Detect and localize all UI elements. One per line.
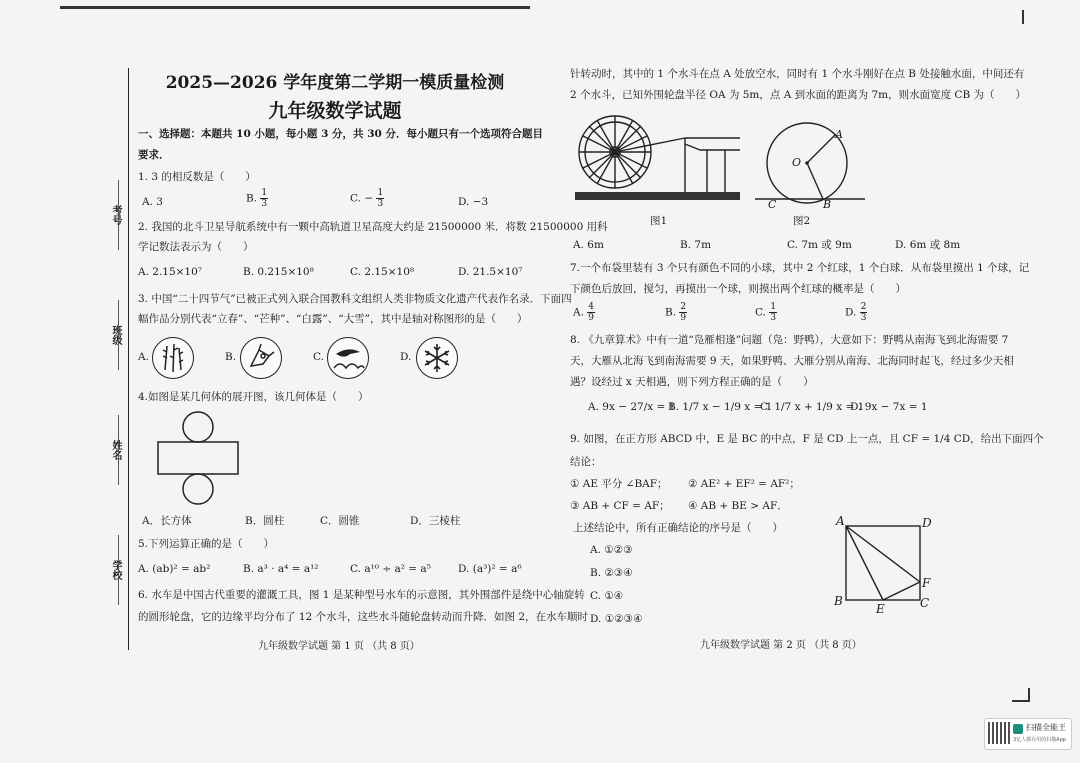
q9-conclusion-4: ④ AB + BE > AF． [688,500,788,512]
q4-option-d[interactable]: D．三棱柱 [410,515,461,527]
q7-option-a[interactable] [573,302,595,323]
q4-net-figure [150,410,250,505]
q8-option-d[interactable]: D. 9x − 7x = 1 [850,401,928,413]
q7-d-fraction: $\frac{2}{3}$ [860,302,867,323]
q8-stem-line3: 遇？设经过 x 天相遇，则下列方程正确的是（ ） [570,376,814,388]
fig2-label-a: A [835,128,843,141]
q4-option-c[interactable]: C．圆锥 [320,515,360,527]
q6-stem-line1: 6. 水车是中国古代重要的灌溉工具，图 1 是某种型号水车的示意图，其外围部件是绕中心轴旋转 [138,589,585,601]
circle-figure-2 [755,115,865,210]
q2-stem-cont: 学记数法表示为（ ） [138,241,254,253]
q7-stem-line2: 下颜色后放回，搅匀，再摸出一个球，则摸出两个红球的概率是（ ） [570,283,906,295]
scanner-badge [984,718,1072,750]
daxue-image [416,337,458,379]
q2-option-a[interactable]: A. 2.15×10⁷ [138,266,203,278]
scanner-badge-name: 扫描全能王 [1026,723,1066,732]
q2-option-b[interactable]: B. 0.215×10⁸ [243,266,314,278]
fig2-caption: 图2 [793,215,811,227]
q7-b-fraction: $\frac{2}{9}$ [680,302,687,323]
q6-option-d[interactable]: D. 6m 或 8m [895,239,961,251]
q1-option-b[interactable] [246,188,268,209]
square-label-b: B [834,594,843,608]
q1-c-label: C. − [350,192,374,205]
square-label-a: A [836,514,845,528]
q2-option-c[interactable]: C. 2.15×10⁸ [350,266,415,278]
q9-option-b[interactable]: B. ②③④ [590,567,633,579]
q4-stem: 4.如图是某几何体的展开图，该几何体是（ ） [138,391,369,403]
q9-option-a[interactable]: A. ①②③ [590,544,633,556]
section1-heading: 一、选择题：本题共 10 小题，每小题 3 分，共 30 分．每小题只有一个选项符合题目 [138,128,543,140]
q5-option-d[interactable]: D. (a³)² = a⁶ [458,563,522,575]
square-label-e: E [876,602,885,616]
q1-option-d[interactable]: D. −3 [458,196,489,208]
q2-option-d[interactable]: D. 21.5×10⁷ [458,266,523,278]
q9-option-c[interactable]: C. ①④ [590,590,624,602]
q1-b-label: B. [246,192,258,205]
q8-stem-line2: 天，大雁从北海飞到南海需要 9 天，如果野鸭、大雁分别从南海、北海同时起飞，经过多少天相 [570,355,1014,367]
side-label-name: 姓名 [110,440,121,460]
q4-option-a[interactable]: A．长方体 [142,515,192,527]
q9-stem-line2: 结论： [570,456,602,468]
lichun-image [152,337,194,379]
q8-option-c[interactable]: C. 1/7 x + 1/9 x = 1 [760,401,865,413]
q6-stem-line4: 2 个水斗，已知外围轮盘半径 OA 为 5m，点 A 到水面的距离为 7m，则水面宽度 CB 为（ ） [570,89,1027,101]
q8-option-a[interactable]: A. 9x − 27/x = 1 [588,401,676,413]
q7-option-c[interactable] [755,302,777,323]
side-underline-class [118,300,119,370]
q3-option-b[interactable]: B. [225,351,237,363]
waterwheel-figure-1 [575,110,745,210]
q9-conclusion-3: ③ AB + CF = AF； [570,500,670,512]
scanner-badge-sub: 3亿人都在用的扫描App [1013,737,1066,743]
scanner-logo-icon [1013,724,1023,734]
q6-stem-line3: 针转动时，其中的 1 个水斗在点 A 处放空水，同时有 1 个水斗刚好在点 B 处接触水面，中间还有 [570,68,1025,80]
q7-c-label: C. [755,306,766,319]
q9-conclusion-1: ① AE 平分 ∠BAF； [570,478,668,490]
q7-c-fraction: $\frac{1}{3}$ [770,302,777,323]
q3-option-c[interactable]: C. [313,351,324,363]
square-label-d: D [922,516,932,530]
side-label-school: 学校 [110,560,121,580]
q7-a-fraction: $\frac{4}{9}$ [588,302,594,323]
footer-page2: 九年级数学试题 第 2 页 （共 8 页） [700,640,862,651]
fig2-label-o: O [792,156,802,169]
q9-stem-line1: 9. 如图，在正方形 ABCD 中，E 是 BC 的中点，F 是 CD 上一点，且 CF = 1/4 CD，给出下面四个 [570,433,1044,445]
q4-option-b[interactable]: B．圆柱 [245,515,285,527]
q3-option-d[interactable]: D. [400,351,412,363]
q7-option-d[interactable] [845,302,867,323]
q8-stem-line1: 8. 《九章算术》中有一道“凫雁相逢”问题（凫：野鸭），大意如下：野鸭从南海飞到北海需要 7 [570,334,1009,346]
square-label-c: C [920,596,930,610]
q7-b-label: B. [665,306,677,319]
side-label-class: 班级 [110,325,121,345]
q7-d-label: D. [845,306,857,319]
mangzhong-image [240,337,282,379]
q5-option-c[interactable]: C. a¹⁰ ÷ a² = a⁵ [350,563,431,575]
q6-stem-line2: 的圆形轮盘，它的边缘平均分布了 12 个水斗，这些水斗随轮盘转动而升降．如图 2，在水车顺时 [138,611,589,623]
exam-title: 2025—2026 学年度第二学期一模质量检测 [165,73,505,93]
side-label-exam-no: 考号 [110,205,121,225]
scan-top-edge [60,6,530,9]
side-underline-exam-no [118,180,119,250]
q1-stem: 1. 3 的相反数是（ ） [138,171,256,183]
q1-c-fraction: $\frac{1}{3}$ [377,188,384,209]
q3-option-a[interactable]: A. [138,351,149,363]
fig2-label-b: B [823,198,832,211]
q9-question: 上述结论中，所有正确结论的序号是（ ） [573,522,783,534]
bailu-image [327,337,369,379]
q6-option-c[interactable]: C. 7m 或 9m [787,239,852,251]
square-abcd-figure [840,520,925,605]
q2-stem: 2. 我国的北斗卫星导航系统中有一颗中高轨道卫星高度大约是 21500000 米．将数 21500000 用科 [138,221,608,233]
q3-stem-cont: 幅作品分别代表“立春”、“芒种”、“白露”、“大雪”，其中是轴对称图形的是（ ） [138,313,528,325]
side-underline-name [118,415,119,485]
q7-option-b[interactable] [665,302,687,323]
q1-option-c[interactable] [350,188,384,209]
side-underline-school [118,535,119,605]
q1-b-fraction: $\frac{1}{3}$ [261,188,268,209]
square-label-f: F [922,576,931,590]
q6-option-a[interactable]: A. 6m [573,239,604,251]
scan-mark-bottom-right [1012,688,1030,702]
scan-mark-top-right [1022,10,1024,24]
q9-conclusion-2: ② AE² + EF² = AF²； [688,478,800,490]
footer-page1: 九年级数学试题 第 1 页 （共 8 页） [258,641,420,652]
q5-option-a[interactable]: A. (ab)² = ab² [138,563,211,575]
binding-line [128,68,129,650]
q6-option-b[interactable]: B. 7m [680,239,712,251]
q1-option-a[interactable]: A. 3 [142,196,163,208]
q5-stem: 5.下列运算正确的是（ ） [138,538,275,550]
q7-a-label: A. [573,306,584,319]
section1-heading-cont: 要求． [138,149,170,161]
q8-option-b[interactable]: B. 1/7 x − 1/9 x = 1 [668,401,773,413]
q7-stem-line1: 7.一个布袋里装有 3 个只有颜色不同的小球，其中 2 个红球，1 个白球．从布袋里摸出 1 个球，记 [570,262,1030,274]
q3-stem: 3. 中国“二十四节气”已被正式列入联合国教科文组织人类非物质文化遗产代表作名录．下面四 [138,293,572,305]
exam-subtitle: 九年级数学试题 [268,100,402,122]
fig2-label-c: C [768,198,777,211]
q5-option-b[interactable]: B. a³ · a⁴ = a¹² [243,563,319,575]
fig1-caption: 图1 [650,215,668,227]
qr-code-icon [988,722,1010,744]
q9-option-d[interactable]: D. ①②③④ [590,613,643,625]
